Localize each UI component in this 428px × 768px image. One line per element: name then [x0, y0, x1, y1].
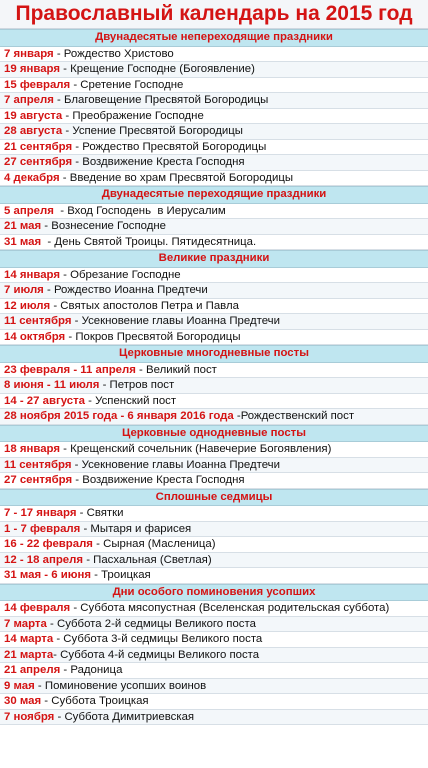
list-item: [0, 632, 428, 648]
separator: -: [53, 648, 61, 661]
event-date: 7 января: [4, 47, 54, 60]
event-name: Вход Господень в Иерусалим: [67, 204, 226, 217]
separator: -: [62, 125, 73, 137]
list-item: [0, 473, 428, 489]
event-name: Суббота мясопустная (Вселенская родительская суббота): [80, 602, 390, 614]
event-date: 27 сентября: [4, 474, 73, 486]
event-date: 7 - 17 января: [4, 507, 77, 519]
event-date: 28 ноября 2015 года - 6 января 2016 года: [4, 410, 234, 422]
section-header: Сплошные седмицы: [0, 489, 428, 507]
event-date: 23 февраля - 11 апреля: [4, 363, 136, 376]
page-title: Православный календарь на 2015 год: [0, 0, 428, 29]
list-item: [0, 458, 428, 474]
section-header: Двунадесятые переходящие праздники: [0, 186, 428, 204]
separator: -: [72, 474, 83, 486]
list-item: [0, 601, 428, 617]
list-item: [0, 394, 428, 410]
list-item: [0, 506, 428, 522]
separator: -: [53, 94, 65, 106]
event-date: 31 мая: [4, 235, 42, 248]
separator: -: [53, 47, 64, 60]
list-item: [0, 363, 428, 379]
list-item: [0, 378, 428, 394]
event-date: 15 февраля: [4, 78, 71, 91]
list-item: [0, 330, 428, 346]
event-date: 7 апреля: [4, 94, 54, 106]
event-date: 14 - 27 августа: [4, 394, 86, 407]
event-name: Усекновение главы Иоанна Предтечи: [81, 458, 280, 471]
event-name: Суббота 4-й седмицы Великого поста: [60, 648, 260, 661]
list-item: [0, 710, 428, 726]
event-date: 12 - 18 апреля: [4, 553, 84, 566]
event-date: 18 января: [4, 443, 61, 455]
event-date: 14 января: [4, 268, 61, 281]
list-item: [0, 78, 428, 94]
event-date: 14 марта: [4, 633, 54, 645]
event-date: 7 марта: [4, 617, 47, 630]
list-item: [0, 568, 428, 584]
event-date: 12 июля: [4, 299, 51, 312]
separator: -: [83, 553, 94, 566]
event-date: 9 мая: [4, 679, 35, 692]
event-name: Рождество Иоанна Предтечи: [53, 284, 208, 296]
event-date: 11 сентября: [4, 315, 72, 327]
event-date: 8 июня - 11 июля: [4, 379, 100, 391]
event-date: 16 - 22 февраля: [4, 538, 93, 550]
event-name: Покров Пресвятой Богородицы: [75, 330, 241, 343]
event-date: 11 сентября: [4, 458, 72, 471]
separator: -: [43, 284, 54, 296]
section-header: Двунадесятые непереходящие праздники: [0, 29, 428, 47]
separator: -: [53, 204, 68, 217]
event-date: 5 апреля: [4, 204, 54, 217]
list-item: [0, 155, 428, 171]
section-rows: [0, 506, 428, 584]
event-date: 7 июля: [4, 284, 44, 296]
event-name: Введение во храм Пресвятой Богородицы: [69, 171, 294, 184]
section-rows: [0, 363, 428, 425]
event-name: Благовещение Пресвятой Богородицы: [64, 94, 269, 106]
event-date: 21 мая: [4, 220, 42, 232]
list-item: [0, 140, 428, 156]
section-header: Дни особого поминовения усопших: [0, 584, 428, 602]
event-name: Суббота Троицкая: [51, 695, 149, 707]
separator: -: [80, 522, 91, 535]
separator: -: [41, 235, 55, 248]
event-date: 27 сентября: [4, 156, 73, 168]
list-item: [0, 219, 428, 235]
section-rows: [0, 268, 428, 346]
separator: -: [46, 617, 57, 630]
event-name: Великий пост: [146, 363, 217, 376]
separator: -: [90, 569, 102, 581]
separator: -: [34, 679, 45, 692]
list-item: [0, 124, 428, 140]
event-date: 30 мая: [4, 695, 42, 707]
event-name: Радоница: [70, 664, 123, 676]
event-name: Крещение Господне (Богоявление): [70, 63, 255, 75]
sections-container: [0, 29, 428, 725]
separator: -: [59, 171, 70, 184]
section-rows: [0, 204, 428, 251]
event-name: Суббота 3-й седмицы Великого поста: [63, 633, 263, 645]
separator: -: [76, 507, 87, 519]
list-item: [0, 204, 428, 220]
separator: -: [65, 330, 76, 343]
event-date: 21 сентября: [4, 140, 73, 153]
separator: -: [72, 156, 83, 168]
section-header: Великие праздники: [0, 250, 428, 268]
list-item: [0, 62, 428, 78]
event-name: Петров пост: [109, 379, 175, 391]
list-item: [0, 283, 428, 299]
separator: -: [60, 443, 71, 455]
separator: -: [60, 63, 71, 75]
list-item: [0, 694, 428, 710]
separator: -: [233, 410, 241, 422]
separator: -: [92, 538, 104, 550]
event-name: Мытаря и фарисея: [90, 522, 192, 535]
event-name: Вознесение Господне: [51, 220, 167, 232]
section-header: Церковные однодневные посты: [0, 425, 428, 443]
list-item: [0, 171, 428, 187]
list-item: [0, 522, 428, 538]
list-item: [0, 617, 428, 633]
event-name: Сырная (Масленица): [103, 538, 216, 550]
list-item: [0, 537, 428, 553]
list-item: [0, 299, 428, 315]
separator: -: [85, 394, 96, 407]
separator: -: [41, 220, 52, 232]
section-rows: [0, 47, 428, 187]
event-name: Святых апостолов Петра и Павла: [60, 299, 239, 312]
separator: -: [41, 695, 52, 707]
separator: -: [135, 363, 147, 376]
event-date: 31 мая - 6 июня: [4, 569, 91, 581]
event-name: Троицкая: [101, 569, 151, 581]
event-date: 14 октября: [4, 330, 66, 343]
section-header: Церковные многодневные посты: [0, 345, 428, 363]
list-item: [0, 93, 428, 109]
event-date: 19 августа: [4, 109, 63, 122]
event-name: Успенский пост: [95, 394, 177, 407]
event-name: Святки: [86, 507, 124, 519]
event-name: Суббота 2-й седмицы Великого поста: [56, 617, 256, 630]
event-name: Обрезание Господне: [70, 268, 181, 281]
separator: -: [60, 268, 71, 281]
event-name: Воздвижение Креста Господня: [82, 156, 245, 168]
list-item: [0, 442, 428, 458]
event-date: 4 декабря: [4, 171, 60, 184]
list-item: [0, 235, 428, 251]
list-item: [0, 314, 428, 330]
event-date: 21 апреля: [4, 664, 61, 676]
event-name: Суббота Димитриевская: [64, 710, 195, 723]
event-name: Усекновение главы Иоанна Предтечи: [81, 315, 280, 327]
event-name: Воздвижение Креста Господня: [82, 474, 245, 486]
separator: -: [53, 633, 64, 645]
event-name: Поминовение усопших воинов: [44, 679, 207, 692]
separator: -: [54, 710, 65, 723]
separator: -: [60, 664, 71, 676]
event-name: Преображение Господне: [72, 109, 204, 122]
event-date: 14 февраля: [4, 602, 71, 614]
event-name: Рождество Пресвятой Богородицы: [82, 140, 267, 153]
separator: -: [70, 602, 81, 614]
event-date: 1 - 7 февраля: [4, 522, 81, 535]
event-name: Успение Пресвятой Богородицы: [72, 125, 243, 137]
separator: -: [72, 140, 83, 153]
separator: -: [71, 458, 82, 471]
event-date: 21 марта: [4, 648, 54, 661]
list-item: [0, 409, 428, 425]
list-item: [0, 663, 428, 679]
event-date: 19 января: [4, 63, 61, 75]
separator: -: [70, 78, 81, 91]
separator: -: [99, 379, 110, 391]
section-rows: [0, 442, 428, 489]
event-date: 7 ноября: [4, 710, 55, 723]
list-item: [0, 109, 428, 125]
event-name: Сретение Господне: [80, 78, 184, 91]
section-rows: [0, 601, 428, 725]
event-date: 28 августа: [4, 125, 63, 137]
list-item: [0, 268, 428, 284]
event-name: Пасхальная (Светлая): [93, 553, 212, 566]
list-item: [0, 679, 428, 695]
event-name: День Святой Троицы. Пятидесятница.: [54, 235, 257, 248]
separator: -: [50, 299, 61, 312]
separator: -: [62, 109, 73, 122]
event-name: Крещенский сочельник (Навечерие Богоявления): [70, 443, 332, 455]
list-item: [0, 553, 428, 569]
event-name: Рождественский пост: [240, 410, 355, 422]
list-item: [0, 47, 428, 63]
event-name: Рождество Христово: [63, 47, 174, 60]
separator: -: [71, 315, 82, 327]
list-item: [0, 648, 428, 664]
